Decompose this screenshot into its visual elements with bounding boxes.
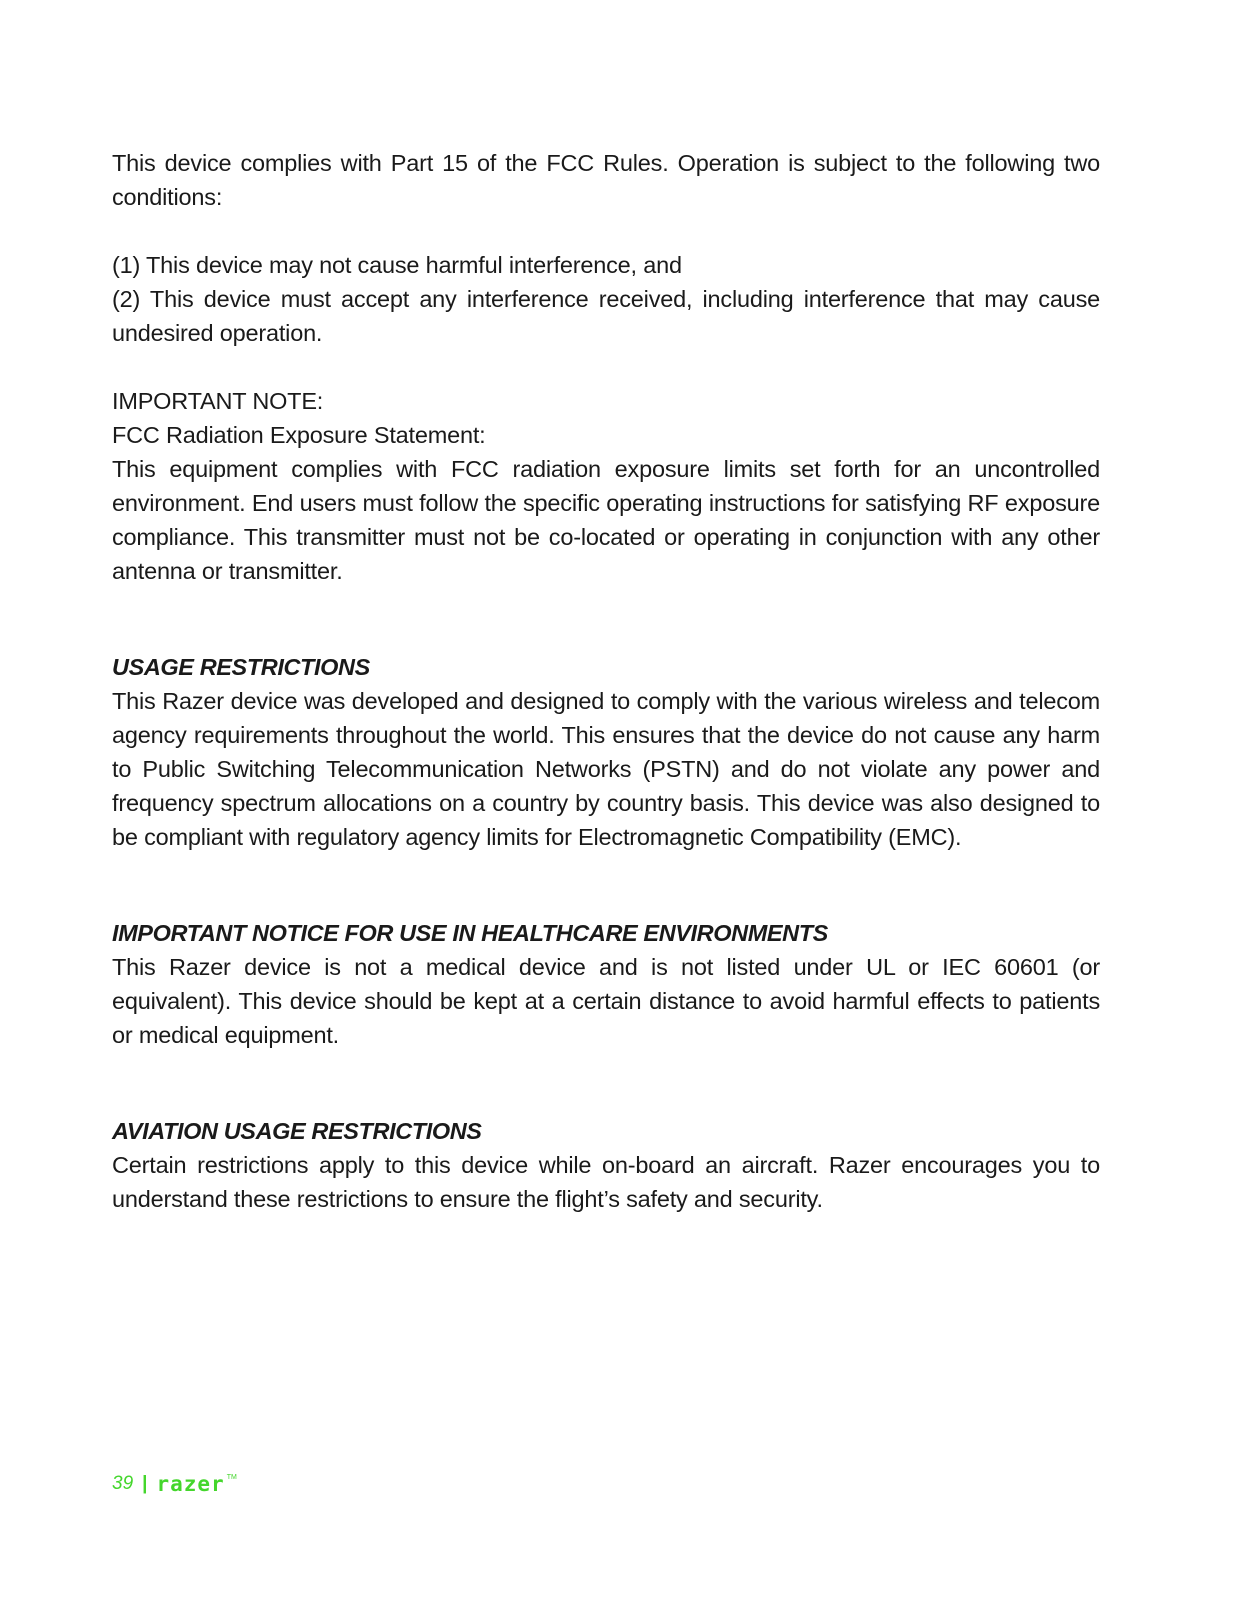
page-number: 39 — [112, 1473, 134, 1494]
fcc-condition-2: (2) This device must accept any interference received, including interference that may cause undesired operation. — [112, 286, 1100, 346]
trademark-mark: TM — [226, 1474, 237, 1481]
important-note-label: IMPORTANT NOTE: — [112, 388, 324, 414]
fcc-intro: This device complies with Part 15 of the FCC Rules. Operation is subject to the following two conditions: — [112, 150, 1100, 210]
aviation-restrictions-heading: AVIATION USAGE RESTRICTIONS — [112, 1118, 482, 1144]
healthcare-notice-body: This Razer device is not a medical device and is not listed under UL or IEC 60601 (or equivalent). This device should be kept at a certain distance to avoid harmful effects to patients or medical equipment. — [112, 954, 1100, 1048]
aviation-restrictions-body: Certain restrictions apply to this device while on-board an aircraft. Razer encourages you to understand these restrictions to ensure the flight’s safety and security. — [112, 1152, 1100, 1212]
radiation-statement-label: FCC Radiation Exposure Statement: — [112, 422, 486, 448]
fcc-condition-1: (1) This device may not cause harmful interference, and — [112, 252, 682, 278]
razer-logo-text: razer — [156, 1472, 225, 1496]
razer-logo — [156, 1472, 236, 1496]
healthcare-notice-heading: IMPORTANT NOTICE FOR USE IN HEALTHCARE ENVIRONMENTS — [112, 920, 828, 946]
radiation-statement: This equipment complies with FCC radiation exposure limits set forth for an uncontrolled environment. End users must follow the specific operating instructions for satisfying RF exposure compliance. This transmitter must not be co-located or operating in conjunction with any other antenna or transmitter. — [112, 456, 1100, 584]
page-body — [112, 146, 1100, 1216]
usage-restrictions-heading: USAGE RESTRICTIONS — [112, 654, 370, 680]
footer-separator: | — [142, 1473, 148, 1494]
page-footer — [112, 1472, 237, 1496]
usage-restrictions-body: This Razer device was developed and designed to comply with the various wireless and telecom agency requirements throughout the world. This ensures that the device do not cause any harm to Public Switching Telecommunication Networks (PSTN) and do not violate any power and frequency spectrum allocations on a country by country basis. This device was also designed to be compliant with regulatory agency limits for Electromagnetic Compatibility (EMC). — [112, 688, 1100, 850]
